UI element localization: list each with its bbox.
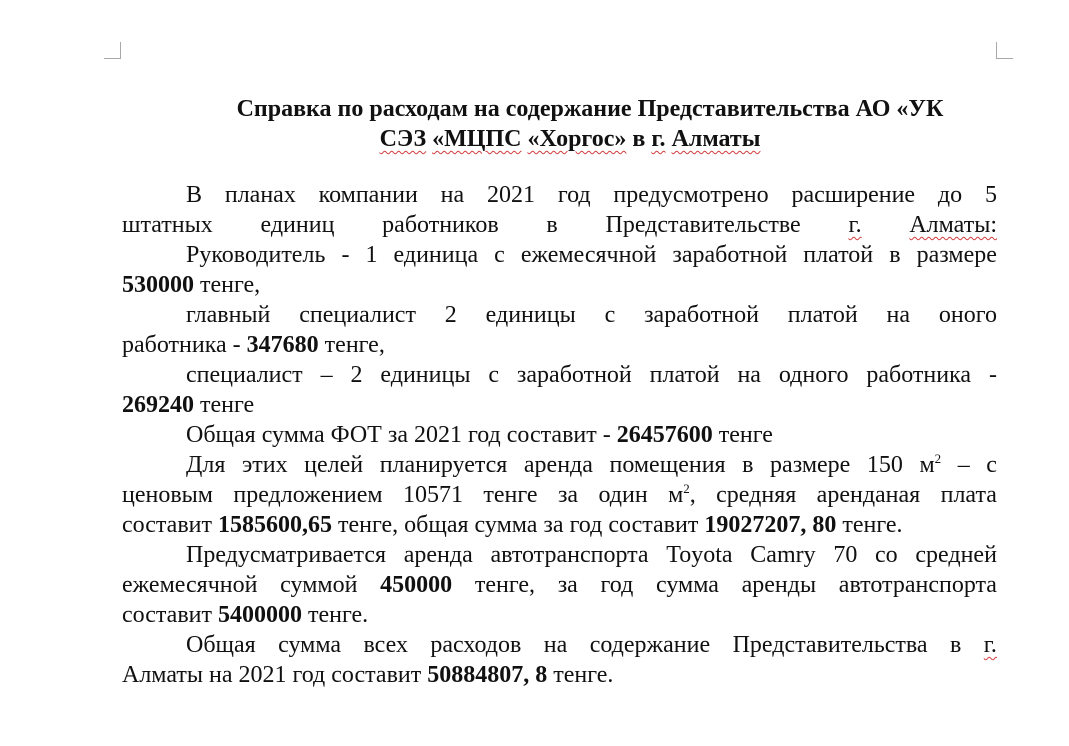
rent-line-3-prefix: составит	[122, 512, 212, 538]
word: этих	[241, 452, 288, 478]
word: ценовым	[122, 482, 213, 508]
word: целей	[304, 452, 364, 478]
word: единицы	[485, 302, 576, 328]
word: В	[186, 182, 203, 208]
word: помещения	[609, 452, 726, 478]
title-word: АО	[855, 96, 891, 122]
word: одного	[778, 362, 849, 388]
word: специалист	[186, 362, 303, 388]
word: 2021	[487, 182, 535, 208]
word: суммой	[280, 572, 358, 598]
title-word: Справка	[236, 96, 332, 122]
word: -	[341, 242, 350, 268]
payroll-line	[186, 420, 773, 450]
rent-line-3-middle: тенге, общая сумма за год составит	[338, 512, 699, 538]
page-corner-mark-top-left	[104, 42, 121, 59]
word: штатных	[122, 212, 213, 238]
document-title-line-2	[160, 124, 980, 154]
title-word: СЭЗ	[379, 126, 427, 152]
page-corner-mark-top-right	[996, 42, 1013, 59]
word: средняя	[716, 482, 797, 508]
word: заработной	[644, 302, 759, 328]
director-line-1	[186, 240, 997, 270]
word: за	[557, 572, 578, 598]
chief-specialist-salary-currency: тенге,	[324, 332, 385, 358]
word: –	[957, 452, 970, 478]
word: единица	[393, 242, 479, 268]
word: платой	[649, 362, 720, 388]
payroll-amount: 26457600	[616, 422, 713, 448]
chief-specialist-prefix: работника -	[122, 332, 241, 358]
vehicle-yearly-amount: 5400000	[218, 602, 302, 628]
word: -	[988, 362, 997, 388]
attached-tail: ,	[689, 482, 696, 508]
word: 10571	[402, 482, 463, 508]
word: на	[886, 302, 911, 328]
word: один	[598, 482, 648, 508]
word: в	[950, 632, 962, 658]
word: плата	[940, 482, 997, 508]
word: компании	[318, 182, 418, 208]
vehicle-line-3	[122, 600, 368, 630]
word: на	[440, 182, 465, 208]
title-word: Представительства	[637, 96, 850, 122]
word: автотранспорта	[490, 542, 649, 568]
word: Toyota	[666, 542, 733, 568]
title-word: «Хоргос»	[527, 126, 627, 152]
vehicle-monthly-amount: 450000	[380, 572, 453, 598]
director-salary-currency: тенге,	[200, 272, 261, 298]
title-word: «УК	[896, 96, 944, 122]
specialist-salary-currency: тенге	[200, 392, 255, 418]
chief-specialist-line-1	[186, 300, 997, 330]
word: сумма	[278, 632, 342, 658]
word: Представительстве	[605, 212, 801, 238]
word: Camry	[750, 542, 816, 568]
word: с	[986, 452, 997, 478]
word: работника	[866, 362, 972, 388]
title-word: расходам	[369, 96, 468, 122]
word: предусмотрено	[613, 182, 769, 208]
word: специалист	[299, 302, 416, 328]
word: Для	[186, 452, 226, 478]
word: с	[604, 302, 616, 328]
title-word: Алматы	[671, 126, 761, 152]
word: 1	[365, 242, 378, 268]
word: за	[557, 482, 579, 508]
word: размере	[916, 242, 997, 268]
word: платой	[803, 242, 874, 268]
document-title-line-1	[180, 94, 1000, 124]
word: –	[320, 362, 333, 388]
word: расширение	[791, 182, 916, 208]
word: предложением	[233, 482, 383, 508]
rent-line-2	[122, 480, 997, 510]
word: Руководитель	[186, 242, 326, 268]
word: тенге	[483, 482, 538, 508]
specialist-line-1	[186, 360, 997, 390]
word: с	[488, 362, 499, 388]
word: 5	[984, 182, 997, 208]
word: размере	[770, 452, 851, 478]
word: в	[889, 242, 901, 268]
word: до	[937, 182, 963, 208]
word: тенге,	[474, 572, 535, 598]
title-word: на	[473, 96, 500, 122]
word: ежемесячной	[520, 242, 657, 268]
word: ежемесячной	[122, 572, 258, 598]
word: расходов	[430, 632, 522, 658]
word: 2	[444, 302, 457, 328]
rent-yearly-amount: 19027207, 80	[704, 512, 837, 538]
word: 2	[350, 362, 363, 388]
word: Общая	[186, 632, 256, 658]
director-salary-amount: 530000	[122, 272, 194, 298]
word: планах	[224, 182, 296, 208]
word: на	[543, 632, 568, 658]
paragraph-1-line-2	[122, 210, 997, 240]
word: 70	[833, 542, 858, 568]
word: $м^2$	[919, 451, 942, 478]
word: средней	[915, 542, 997, 568]
chief-specialist-salary-amount: 347680	[246, 332, 319, 358]
word: г.	[848, 212, 862, 238]
word: $м^2$,	[668, 481, 696, 508]
word: автотранспорта	[838, 572, 997, 598]
word: всех	[363, 632, 408, 658]
chief-specialist-line-2	[122, 330, 385, 360]
vehicle-line-1	[186, 540, 997, 570]
word: содержание	[589, 632, 711, 658]
rent-line-3	[122, 510, 903, 540]
word: аренды	[741, 572, 817, 598]
specialist-line-2	[122, 390, 254, 420]
title-word: в	[632, 126, 646, 152]
title-word: содержание	[505, 96, 632, 122]
word: заработной	[672, 242, 788, 268]
word: планируется	[379, 452, 508, 478]
vehicle-line-2	[122, 570, 997, 600]
superscript-exponent: 2	[934, 451, 942, 466]
payroll-currency: тенге	[718, 422, 773, 448]
word: главный	[186, 302, 271, 328]
word: год	[600, 572, 634, 598]
word: Предусматривается	[186, 542, 387, 568]
word: работников	[382, 212, 499, 238]
rent-line-3-end: тенге.	[842, 512, 903, 538]
word: на	[737, 362, 761, 388]
rent-line-1	[186, 450, 997, 480]
total-line-2-prefix: Алматы на 2021 год составит	[122, 662, 422, 688]
word: оного	[938, 302, 997, 328]
word: аренда	[523, 452, 593, 478]
total-line-2	[122, 660, 613, 690]
director-line-2	[122, 270, 260, 300]
word: в	[546, 212, 558, 238]
rent-monthly-amount: 1585600,65	[218, 512, 332, 538]
total-amount: 50884807, 8	[427, 662, 548, 688]
word: с	[494, 242, 505, 268]
word: со	[875, 542, 898, 568]
word: 150	[866, 452, 903, 478]
word: аренданая	[816, 482, 921, 508]
title-word: «МЦПС	[432, 126, 522, 152]
vehicle-line-3-prefix: составит	[122, 602, 212, 628]
title-word: г.	[651, 126, 666, 152]
word: единиц	[260, 212, 335, 238]
title-word: по	[337, 96, 364, 122]
superscript-exponent: 2	[683, 481, 690, 496]
word: Алматы:	[909, 212, 997, 238]
word: заработной	[516, 362, 632, 388]
word: платой	[787, 302, 858, 328]
word: сумма	[656, 572, 719, 598]
specialist-salary-amount: 269240	[122, 392, 194, 418]
word: в	[742, 452, 754, 478]
total-currency: тенге.	[553, 662, 614, 688]
word: год	[557, 182, 591, 208]
word: единицы	[380, 362, 471, 388]
word: аренда	[403, 542, 473, 568]
vehicle-line-3-end: тенге.	[308, 602, 369, 628]
paragraph-1-line-1	[186, 180, 997, 210]
word: г.	[983, 632, 997, 658]
total-line-1	[186, 630, 997, 660]
word: Представительства	[732, 632, 928, 658]
payroll-text: Общая сумма ФОТ за 2021 год составит -	[186, 422, 611, 448]
